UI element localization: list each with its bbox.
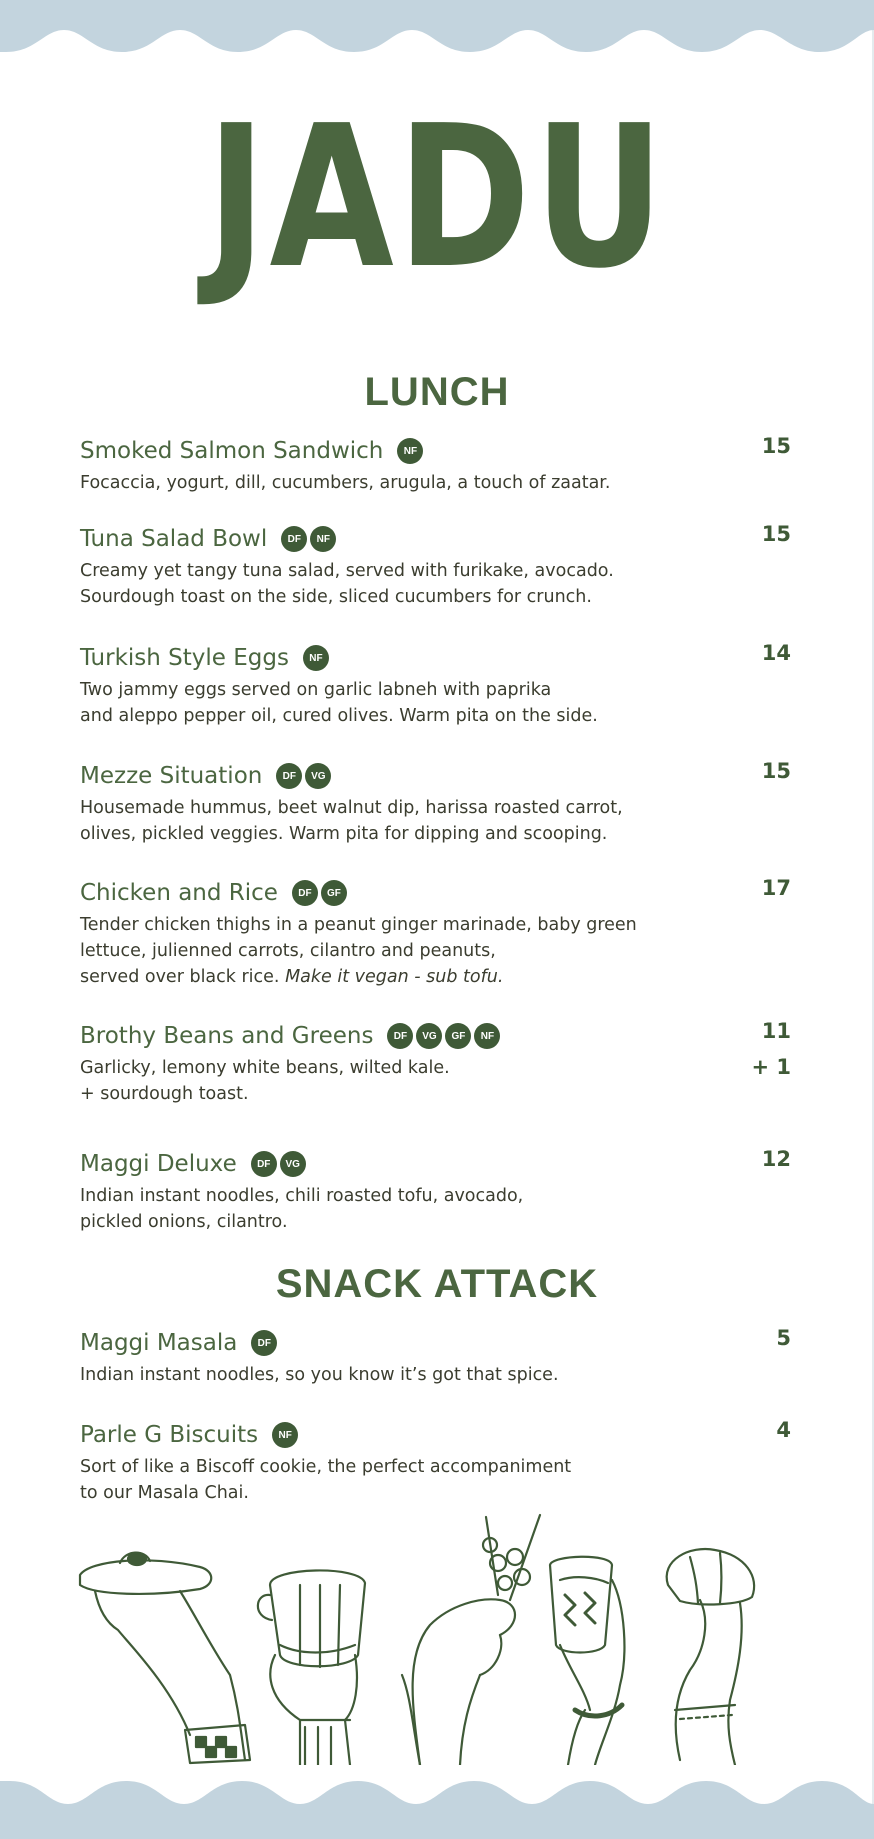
bottom-wave-decoration [0, 1759, 874, 1839]
section-title-lunch: LUNCH [364, 370, 510, 414]
dietary-badges [251, 1151, 309, 1177]
hands-illustration [0, 1505, 874, 1765]
description-text: Indian instant noodles, chili roasted tofu, avocado, [80, 1186, 524, 1206]
dietary-badge-vg: VG [280, 1151, 306, 1177]
menu-item-name: Brothy Beans and Greens [80, 1023, 374, 1049]
menu-item-description [80, 912, 800, 990]
description-text: to our Masala Chai. [80, 1483, 249, 1503]
menu-item-price: 14 [761, 641, 791, 665]
menu-item-description [80, 1454, 800, 1506]
dietary-badges [276, 763, 334, 789]
menu-item-header [80, 522, 800, 556]
dietary-badges [387, 1023, 503, 1049]
dietary-badges [303, 645, 332, 671]
description-line [80, 938, 800, 964]
dietary-badge-gf: GF [321, 880, 347, 906]
dietary-badges [281, 526, 339, 552]
description-line [80, 1055, 800, 1081]
menu-item-header [80, 759, 800, 793]
description-line [80, 912, 800, 938]
description-line [80, 677, 800, 703]
dietary-badges [397, 438, 426, 464]
description-text: Focaccia, yogurt, dill, cucumbers, arugula, a touch of zaatar. [80, 473, 611, 493]
dietary-badge-vg: VG [305, 763, 331, 789]
menu-item [80, 434, 800, 496]
menu-item-name: Turkish Style Eggs [80, 645, 289, 671]
description-text: served over black rice. [80, 967, 280, 987]
description-line [80, 1209, 800, 1235]
description-text: + sourdough toast. [80, 1084, 249, 1104]
menu-item-description [80, 1362, 800, 1388]
menu-item [80, 1326, 800, 1388]
description-text: Garlicky, lemony white beans, wilted kale. [80, 1058, 450, 1078]
description-line [80, 795, 800, 821]
menu-item-price: 11 [761, 1019, 791, 1043]
description-text: Sort of like a Biscoff cookie, the perfect accompaniment [80, 1457, 572, 1477]
hand-with-glass-icon [550, 1557, 624, 1765]
dietary-badge-df: DF [292, 880, 318, 906]
description-line [80, 1480, 800, 1506]
description-text: lettuce, julienned carrots, cilantro and peanuts, [80, 941, 496, 961]
menu-item-header [80, 1147, 800, 1181]
description-line [80, 964, 800, 990]
top-wave-decoration [0, 0, 874, 60]
description-text: Sourdough toast on the side, sliced cucumbers for crunch. [80, 587, 592, 607]
description-note: Make it vegan - sub tofu. [285, 967, 504, 987]
menu-item-addon-price: + 1 [751, 1055, 791, 1079]
menu-item-description [80, 558, 800, 610]
dietary-badges [251, 1330, 280, 1356]
menu-item-name: Parle G Biscuits [80, 1422, 259, 1448]
dietary-badge-df: DF [251, 1151, 277, 1177]
menu-item-price: 15 [761, 434, 791, 458]
menu-item-header [80, 641, 800, 675]
menu-item-header [80, 1019, 800, 1053]
menu-item-description [80, 1055, 800, 1107]
section-title-snack-attack: SNACK ATTACK [275, 1262, 599, 1306]
description-line [80, 584, 800, 610]
dietary-badge-df: DF [251, 1330, 277, 1356]
dietary-badge-vg: VG [416, 1023, 442, 1049]
hand-with-toast-icon [80, 1553, 250, 1763]
menu-item-header [80, 1418, 800, 1452]
description-text: Housemade hummus, beet walnut dip, harissa roasted carrot, [80, 798, 623, 818]
menu-item [80, 641, 800, 729]
dietary-badge-df: DF [387, 1023, 413, 1049]
menu-item [80, 1418, 800, 1506]
description-line [80, 703, 800, 729]
menu-item-price: 17 [761, 876, 791, 900]
dietary-badge-nf: NF [397, 438, 423, 464]
dietary-badges [272, 1422, 301, 1448]
dietary-badges [292, 880, 350, 906]
menu-item-name: Maggi Masala [80, 1330, 238, 1356]
description-line [80, 1183, 800, 1209]
description-text: Creamy yet tangy tuna salad, served with furikake, avocado. [80, 561, 614, 581]
menu-item [80, 1147, 800, 1235]
hand-with-cup-icon [258, 1570, 365, 1765]
menu-item-description [80, 677, 800, 729]
menu-item-description [80, 470, 800, 496]
dietary-badge-gf: GF [445, 1023, 471, 1049]
menu-item-price: 4 [776, 1418, 791, 1442]
dietary-badge-nf: NF [272, 1422, 298, 1448]
dietary-badge-df: DF [276, 763, 302, 789]
brand-logo: JADU [206, 84, 668, 312]
menu-item [80, 522, 800, 610]
description-line [80, 1362, 800, 1388]
description-line [80, 470, 800, 496]
menu-item-name: Chicken and Rice [80, 880, 278, 906]
menu-item-name: Tuna Salad Bowl [80, 526, 268, 552]
menu-item-price: 5 [776, 1326, 791, 1350]
menu-item-header [80, 876, 800, 910]
dietary-badge-nf: NF [310, 526, 336, 552]
menu-item-name: Maggi Deluxe [80, 1151, 237, 1177]
menu-item-price: 12 [761, 1147, 791, 1171]
hand-with-pastry-icon [667, 1549, 754, 1765]
description-line [80, 821, 800, 847]
menu-item [80, 1019, 800, 1107]
description-line [80, 1454, 800, 1480]
menu-item-price: 15 [761, 522, 791, 546]
description-line [80, 1081, 800, 1107]
menu-item-price: 15 [761, 759, 791, 783]
description-text: Tender chicken thighs in a peanut ginger marinade, baby green [80, 915, 637, 935]
description-text: olives, pickled veggies. Warm pita for dipping and scooping. [80, 824, 608, 844]
dietary-badge-df: DF [281, 526, 307, 552]
description-text: Indian instant noodles, so you know it’s got that spice. [80, 1365, 559, 1385]
description-text: Two jammy eggs served on garlic labneh with paprika [80, 680, 552, 700]
menu-item-header [80, 1326, 800, 1360]
menu-item [80, 876, 800, 990]
menu-item-description [80, 1183, 800, 1235]
hand-with-skewer-icon [402, 1515, 540, 1765]
menu-item-header [80, 434, 800, 468]
description-text: and aleppo pepper oil, cured olives. Warm pita on the side. [80, 706, 598, 726]
dietary-badge-nf: NF [303, 645, 329, 671]
menu-item-name: Smoked Salmon Sandwich [80, 438, 384, 464]
menu-item-description [80, 795, 800, 847]
description-line [80, 558, 800, 584]
menu-item-name: Mezze Situation [80, 763, 263, 789]
dietary-badge-nf: NF [474, 1023, 500, 1049]
description-text: pickled onions, cilantro. [80, 1212, 288, 1232]
menu-item [80, 759, 800, 847]
